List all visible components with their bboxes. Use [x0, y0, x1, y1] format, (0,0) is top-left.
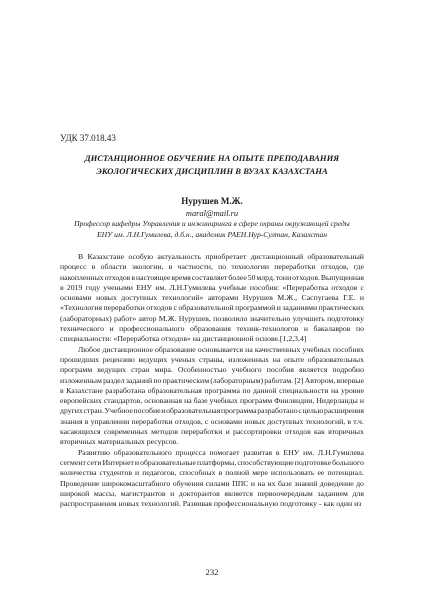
body-line: (лабораторных) работ» автор М.Ж. Нурушев, позволило значительно улучшить подготовку [60, 313, 364, 323]
body-line: европейских стандартов, основанная на базе учебных программ Финляндии, Нидерланды и [60, 396, 364, 406]
body-line: накопленных отходов в настоящее время составляет более 50 млрд. тонн отходов. Выпущенная [60, 272, 364, 282]
article-title-line: ЭКОЛОГИЧЕСКИХ ДИСЦИПЛИН В ВУЗАХ КАЗАХСТАНА [96, 166, 328, 176]
affiliation-line: Профессор кафедры Управления и инжиниринга в сфере охраны окружающей среды [74, 219, 350, 228]
body-line: в Казахстане разработана образовательная программа по данной специальности на уровне [60, 385, 364, 395]
body-line: процесс в области экологии, в частности, по технологии переработки отходов, где [60, 262, 364, 272]
body-line: технического и профессионального образования техник-технологов и бакалавров по [60, 324, 364, 334]
body-line: сегмент сети Интернет и образовательные платформы, способствующие подготовке большого [60, 457, 364, 467]
udk-code: УДК 37.018.43 [60, 133, 116, 143]
body-line: Развитию образовательного процесса помогает развитая в ЕНУ им. Л.Н.Гумилева [78, 447, 364, 457]
affiliation-line: ЕНУ им. Л.Н.Гумилева, д.б.н., академик РАЕН.Нур-Султан, Казахстан [96, 230, 328, 239]
body-line: специальности: «Переработка отходов» на дистанционной основе.[1,2,3,4] [60, 334, 307, 344]
article-body [60, 252, 364, 509]
body-line: основами новых доступных технологий» авторами Нурушев М.Ж., Саспугаева Г.Е. и [60, 293, 364, 303]
body-line: изложенным раздел заданий по практическим (лабораторным) работам. [2] Автором, впервые [60, 375, 364, 385]
article-title-line: ДИСТАНЦИОННОЕ ОБУЧЕНИЕ НА ОПЫТЕ ПРЕПОДАВАНИЯ [84, 153, 340, 163]
body-line: Проведение широкомасштабного обучения силами ППС и на их базе знаний доведение до [60, 478, 364, 488]
body-line: знания в управлении переработки отходов, с основами новых доступных технологий, в т.ч. [60, 416, 364, 426]
body-line: в 2019 году учеными ЕНУ им. Л.Н.Гумилева учебные пособия: «Переработка отходов с [60, 282, 364, 292]
body-line: «Технология переработки отходов с образовательной программой и заданиями практических [60, 303, 364, 313]
body-paragraph [60, 345, 364, 448]
body-line: касающихся современных методов переработки и рассортировки отходов как вторичных [60, 427, 364, 437]
body-paragraph [60, 448, 364, 510]
body-paragraph [60, 252, 364, 345]
body-line: распространения новых технологий. Развивая профессиональную подготовку - как один из [60, 499, 362, 509]
body-line: В Казахстане особую актуальность приобретает дистанционный образовательный [78, 252, 364, 261]
body-line: Любое дистанционное образование основывается на качественных учебных пособиях [78, 344, 364, 354]
body-line: программ ведущих стран мира. Особенностью учебного пособия является подробно [60, 365, 364, 375]
body-line: других стран. Учебное пособие и образовательная программа разработано с целью расширения [60, 406, 364, 416]
article-title [60, 152, 364, 178]
body-line: вторичных материальных ресурсов. [60, 437, 179, 447]
body-line: количества студентов и педагогов, способных в полной мере использовать ее потенциал. [60, 468, 364, 478]
body-line: прошедших рецензию ведущих ученых страны, изложенных на опыте образовательных [60, 354, 364, 364]
page-number: 232 [205, 567, 219, 577]
body-line: широкой массы, магистрантов и докторантов является первоочередным заданием для [60, 488, 364, 498]
author-name: Нурушев М.Ж. [181, 196, 243, 206]
author-email: maral@mail.ru [185, 209, 239, 218]
author-affiliation [60, 218, 364, 240]
